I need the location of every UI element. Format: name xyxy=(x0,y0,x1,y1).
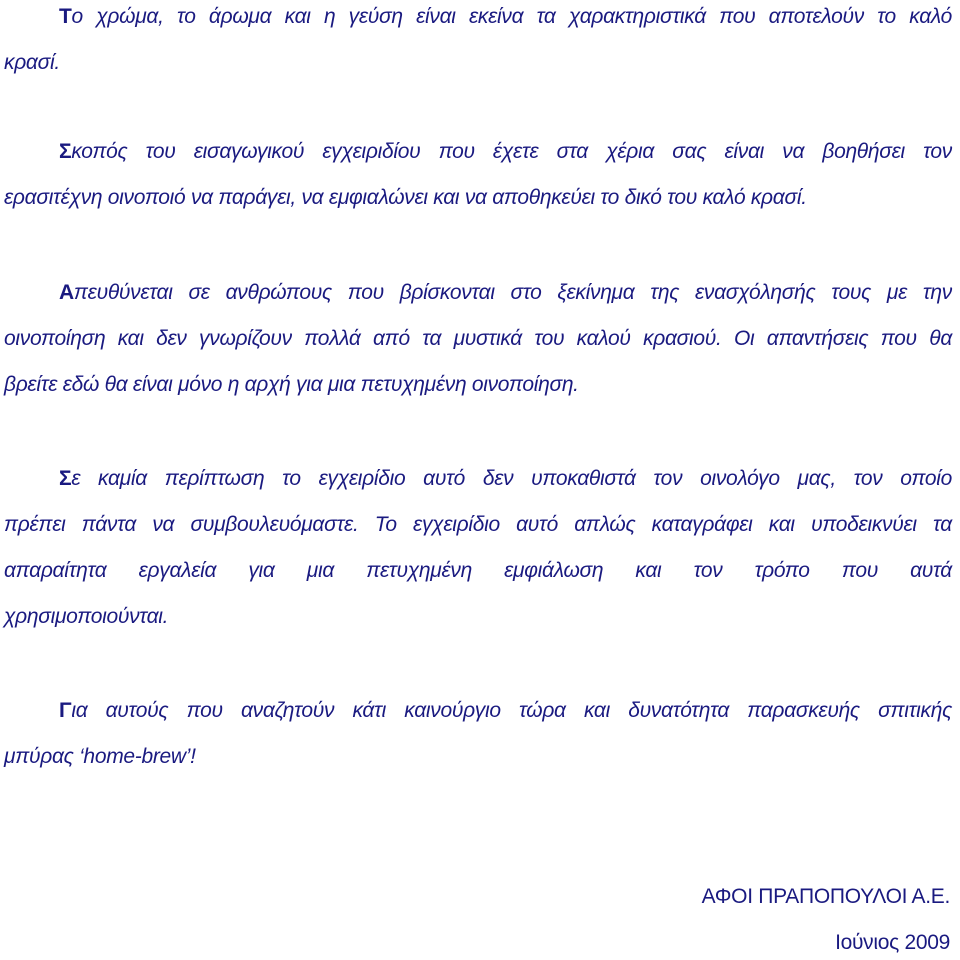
paragraph-2-line-2: ερασιτέχνη οινοποιό να παράγει, να εμφιαλώνει και να αποθηκεύει το δικό του καλό κρασί. xyxy=(4,186,807,209)
paragraph-1-line-2: κρασί. xyxy=(4,51,60,74)
paragraph-3-lead-letter: Α xyxy=(59,281,74,304)
paragraph-2-line-1: Σκοπός του εισαγωγικού εγχειριδίου που έχετε στα χέρια σας είναι να βοηθήσει τον xyxy=(59,140,952,163)
paragraph-2 xyxy=(4,129,952,221)
paragraph-3-line-3: βρείτε εδώ θα είναι μόνο η αρχή για μια πετυχημένη οινοποίηση. xyxy=(4,373,579,396)
paragraph-3-line-1: Απευθύνεται σε ανθρώπους που βρίσκονται στο ξεκίνημα της ενασχόλησής τους με την xyxy=(59,281,952,304)
paragraph-1 xyxy=(4,0,952,86)
paragraph-4-line-1: Σε καμία περίπτωση το εγχειρίδιο αυτό δεν υποκαθιστά τον οινολόγο μας, τον οποίο xyxy=(59,467,952,490)
paragraph-4-lead-letter: Σ xyxy=(59,467,72,490)
paragraph-5-lead-letter: Γ xyxy=(59,699,72,722)
paragraph-4-line-3: απαραίτητα εργαλεία για μια πετυχημένη εμφιάλωση και τον τρόπο που αυτά xyxy=(4,559,952,582)
paragraph-1-line-1: Το χρώμα, το άρωμα και η γεύση είναι εκείνα τα χαρακτηριστικά που αποτελούν το καλό xyxy=(59,5,952,28)
paragraph-5-line-2: μπύρας ‘home-brew’! xyxy=(4,745,196,768)
paragraph-5 xyxy=(4,688,952,780)
paragraph-3 xyxy=(4,270,952,408)
paragraph-5-line-1: Για αυτούς που αναζητούν κάτι καινούργιο τώρα και δυνατότητα παρασκευής σπιτικής xyxy=(59,699,952,722)
paragraph-4-line-4: χρησιμοποιούνται. xyxy=(4,605,169,628)
paragraph-3-line-2: οινοποίηση και δεν γνωρίζουν πολλά από τα μυστικά του καλού κρασιού. Οι απαντήσεις που θα xyxy=(4,327,952,350)
paragraph-2-lead-letter: Σ xyxy=(59,140,72,163)
paragraph-4 xyxy=(4,456,952,640)
signature-date: Ιούνιος 2009 xyxy=(835,931,950,954)
company-signature: ΑΦΟΙ ΠΡΑΠΟΠΟΥΛΟΙ Α.Ε. xyxy=(701,885,950,908)
paragraph-1-lead-letter: Τ xyxy=(59,5,72,28)
paragraph-4-line-2: πρέπει πάντα να συμβουλευόμαστε. Το εγχειρίδιο αυτό απλώς καταγράφει και υποδεικνύει τα xyxy=(4,513,952,536)
